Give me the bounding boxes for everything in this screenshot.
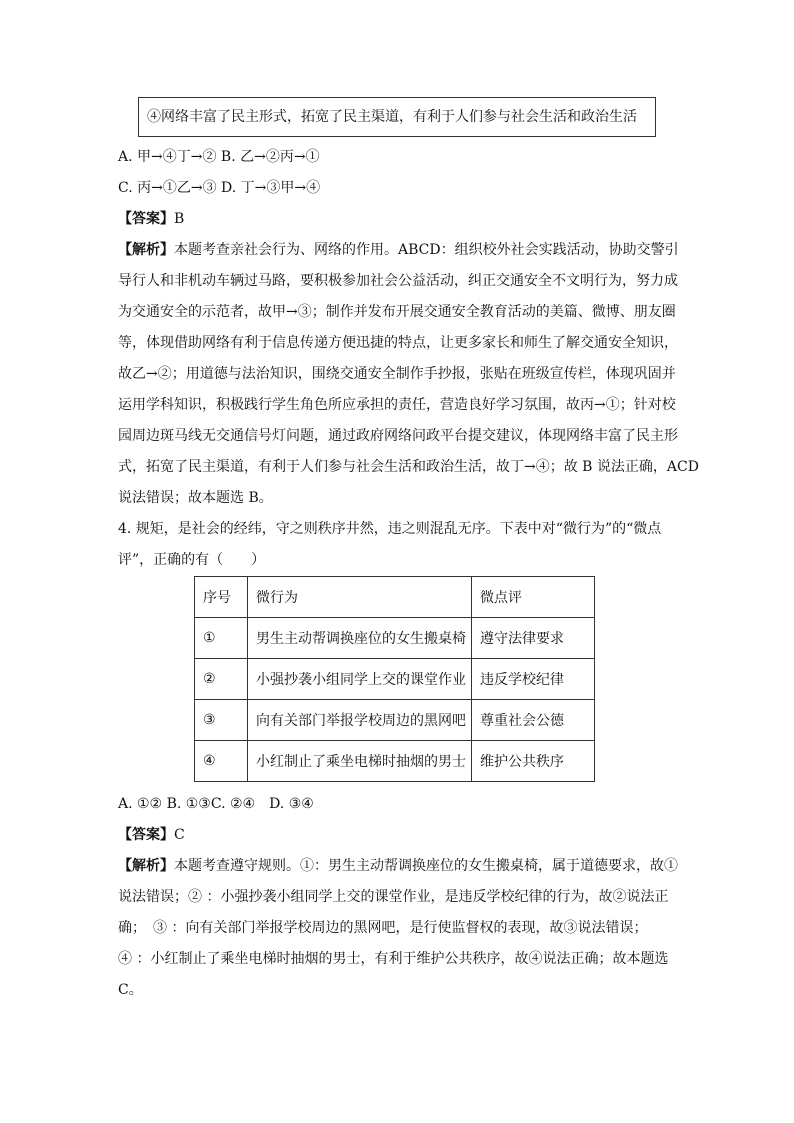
answer-label: 【答案】 xyxy=(118,827,174,843)
q3-answer xyxy=(118,209,184,229)
analysis-line: 【解析】本题考查亲社会行为、网络的作用。ABCD：组织校外社会实践活动，协助交警引 xyxy=(118,242,679,258)
analysis-label: 【解析】 xyxy=(118,858,174,874)
analysis-line: 为交通安全的示范者，故甲→③；制作并发布开展交通安全教育活动的美篇、微博、朋友圈 xyxy=(118,304,676,320)
analysis-line: 运用学科知识，积极践行学生角色所应承担的责任，营造良好学习氛围，故丙→①；针对校 xyxy=(118,397,676,413)
table-row xyxy=(195,700,595,741)
table-cell: 违反学校纪律 xyxy=(472,659,595,700)
table-cell: 小强抄袭小组同学上交的课堂作业 xyxy=(248,659,472,700)
analysis-line: 说法错误；② ：小强抄袭小组同学上交的课堂作业，是违反学校纪律的行为，故②说法正 xyxy=(118,889,669,905)
q4-answer xyxy=(118,825,185,845)
analysis-line: 式，拓宽了民主渠道，有利于人们参与社会生活和政治生活，故丁→④；故 B 说法正确，ACD xyxy=(118,459,699,475)
header-cell: 序号 xyxy=(195,577,248,618)
answer-label: 【答案】 xyxy=(118,211,174,227)
analysis-label: 【解析】 xyxy=(118,242,174,258)
analysis-line: 说法错误；故本题选 B。 xyxy=(118,490,273,506)
q3-options-cd: C. 丙→①乙→③ D. 丁→③甲→④ xyxy=(118,180,321,196)
table-cell: 男生主动帮调换座位的女生搬桌椅 xyxy=(248,618,472,659)
table-cell: 尊重社会公德 xyxy=(472,700,595,741)
q4-stem xyxy=(118,519,678,581)
q4-options: A. ①② B. ①③C. ②④ D. ③④ xyxy=(118,796,314,812)
analysis-line: ④ ：小红制止了乘坐电梯时抽烟的男士，有利于维护公共秩序，故④说法正确；故本题选 xyxy=(118,951,669,967)
analysis-line: 导行人和非机动车辆过马路，要积极参加社会公益活动，纠正交通安全不文明行为，努力成 xyxy=(118,273,678,289)
header-cell: 微行为 xyxy=(248,577,472,618)
q3-analysis xyxy=(118,240,699,519)
table-cell: ③ xyxy=(195,700,248,741)
table-cell: 维护公共秩序 xyxy=(472,741,595,782)
analysis-line: 故乙→②；用道德与法治知识，围绕交通安全制作手抄报，张贴在班级宣传栏，体现巩固并 xyxy=(118,366,676,382)
table-cell: ④ xyxy=(195,741,248,782)
q3-options-ab: A. 甲→④丁→② B. 乙→②丙→① xyxy=(118,149,320,165)
answer-value: B xyxy=(174,211,185,227)
micro-behavior-table xyxy=(194,576,595,782)
analysis-line: 【解析】本题考查遵守规则。①：男生主动帮调换座位的女生搬桌椅，属于道德要求，故① xyxy=(118,858,678,874)
question-stem-line: 评”，正确的有（ ） xyxy=(118,552,266,568)
analysis-line: C。 xyxy=(118,982,143,998)
table-cell: 向有关部门举报学校周边的黑网吧 xyxy=(248,700,472,741)
analysis-line: 确； ③ ：向有关部门举报学校周边的黑网吧，是行使监督权的表现，故③说法错误； xyxy=(118,920,648,936)
table-cell: 遵守法律要求 xyxy=(472,618,595,659)
table-row xyxy=(195,659,595,700)
table-row xyxy=(195,618,595,659)
table-row xyxy=(195,741,595,782)
analysis-line: 园周边斑马线无交通信号灯问题，通过政府网络问政平台提交建议，体现网络丰富了民主形 xyxy=(118,428,678,444)
analysis-line: 等，体现借助网络有利于信息传递方便迅捷的特点，让更多家长和师生了解交通安全知识， xyxy=(118,335,678,351)
answer-value: C xyxy=(174,827,185,843)
q4-analysis xyxy=(118,856,678,1011)
question-stem-line: 4. 规矩，是社会的经纬，守之则秩序井然，违之则混乱无序。下表中对“微行为”的“微点 xyxy=(118,521,662,537)
header-cell: 微点评 xyxy=(472,577,595,618)
table-header-row xyxy=(195,577,595,618)
boxed-statement: ④网络丰富了民主形式，拓宽了民主渠道，有利于人们参与社会生活和政治生活 xyxy=(138,97,656,137)
table-cell: 小红制止了乘坐电梯时抽烟的男士 xyxy=(248,741,472,782)
table-cell: ① xyxy=(195,618,248,659)
table-cell: ② xyxy=(195,659,248,700)
